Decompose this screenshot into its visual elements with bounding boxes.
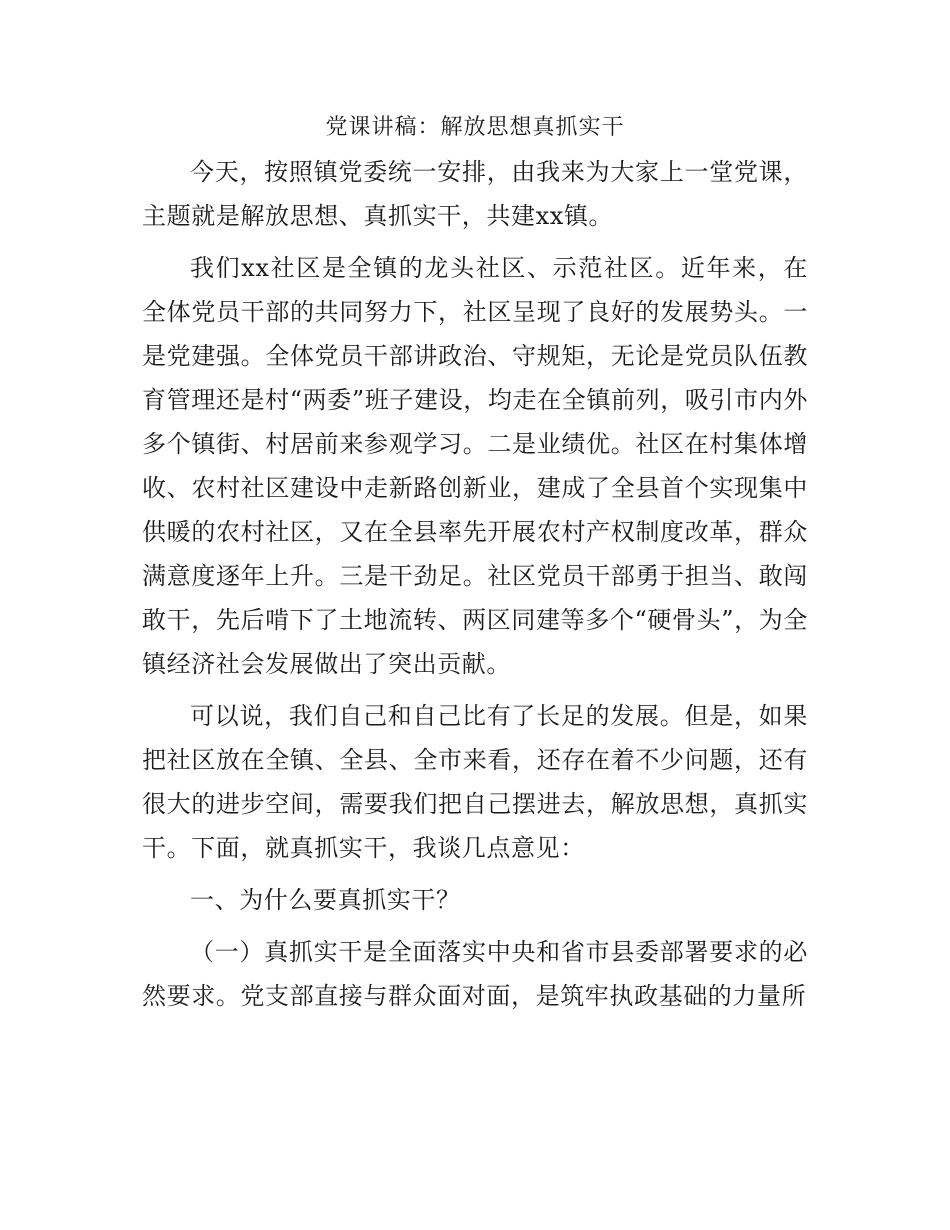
document-body [142, 110, 808, 1026]
document-title: 党课讲稿：解放思想真抓实干 [325, 115, 625, 140]
paragraph-subsection-1: （一）真抓实干是全面落实中央和省市县委部署要求的必然要求。党支部直接与群众面对面，是筑牢执政基础的力量所 [142, 938, 808, 1010]
paragraph-community-achievements: 我们xx社区是全镇的龙头社区、示范社区。近年来，在全体党员干部的共同努力下，社区呈现了良好的发展势头。一是党建强。全体党员干部讲政治、守规矩，无论是党员队伍教育管理还是村“两委”班子建设，均走在全镇前列，吸引市内外多个镇街、村居前来参观学习。二是业绩优。社区在村集体增收、农村社区建设中走新路创新业，建成了全县首个实现集中供暖的农村社区，又在全县率先开展农村产权制度改革，群众满意度逐年上升。三是干劲足。社区党员干部勇于担当、敢闯敢干，先后啃下了土地流转、两区同建等多个“硬骨头”，为全镇经济社会发展做出了突出贡献。 [142, 254, 808, 678]
section-heading-1: 一、为什么要真抓实干？ [190, 886, 461, 914]
paragraph-problems: 可以说，我们自己和自己比有了长足的发展。但是，如果把社区放在全镇、全县、全市来看，还存在着不少问题，还有很大的进步空间，需要我们把自己摆进去，解放思想，真抓实干。下面，就真抓实干，我谈几点意见： [142, 702, 808, 862]
paragraph-opening: 今天，按照镇党委统一安排，由我来为大家上一堂党课，主题就是解放思想、真抓实干，共建xx镇。 [142, 158, 808, 230]
